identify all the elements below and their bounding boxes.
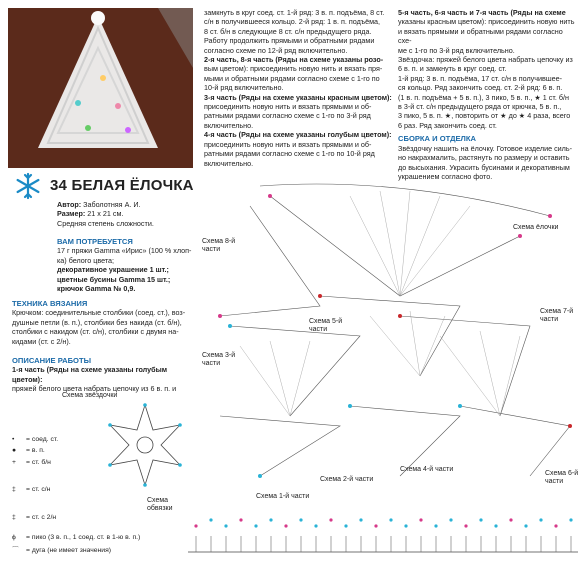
page-title [14,172,194,200]
star-scheme-label: Схема звёздочки [62,392,118,399]
double-crochet-icon: ‡ [12,486,16,493]
picot-icon: ϕ [12,534,16,541]
tree-scheme-label: Схема ёлочки [513,224,559,231]
edging-scheme [188,506,578,560]
part3-label: Схема 3-й части [202,352,236,367]
slip-stitch-icon: • [12,436,15,443]
instructions-col3: 5-я часть, 6-я часть и 7-я часть (Ряды на схеме указаны красным цветом): присоединить новую нить и вязать прямыми и обратными рядами согласно схе- ме с 1-го по 3-й ряд включительно. Звёздочка: пряжей белого цвета набрать цепочку из 6 в. п. и замкнуть в круг соед. ст. 1-й ряд: 3 в. п. подъёма, 17 ст. с/н в получившее- ся кольцо. Ряд закончить соед. ст. 2-й ряд: 6 в. п. (1 в. п. подъёма + 5 в. п.), 3 пико, 5 в. п., ★ 1 ст. б/н в 3-й ст. с/н предыдущего ряда от крючка, 5 в. п., 3 пико, 5 в. п. ★, повторить от ★ до ★ 4 раза, всего 6 раз. Ряд закончить соед. ст. СБОРКА И ОТДЕЛКА Звёздочку нашить на ёлочку. Готовое изделие силь- но накрахмалить, растянуть по размеру и оставить до высыхания. Украсить бусинами и декоративным украшением согласно фото. [398,8,575,181]
part5-label: Схема 5-й части [309,318,343,333]
arc-icon: ⌒ [12,547,19,554]
legend-item: • = соед. ст. [12,436,59,443]
edge-scheme-label: Схема обвязки [147,497,173,512]
part8-label: Схема 8-й части [202,238,236,253]
instructions-col2: замкнуть в круг соед. ст. 1-й ряд: 3 в. п. подъёма, 8 ст. с/н в получившееся кольцо. 2-й ряд: 1 в. п. подъёма, 8 ст. б/н в следующие 8 ст. с/н предыдущего ряда. Работу продолжить прямыми и обратными рядами согласно схеме по 12-й ряд включительно. 2-я часть, 8-я часть (Ряды на схеме указаны розо- вым цветом): присоединить новую нить и вязать пря- мыми и обратными рядами согласно схеме с 1-го по 10-й ряд включительно. 3-я часть (Ряды на схеме указаны красным цветом): присоединить новую нить и вязать прямыми и об- ратными рядами согласно схеме с 1-го по 3-й ряд включительно. 4-я часть (Ряды на схеме указаны голубым цветом): присоединить новую нить и вязать прямыми и об- ратными рядами согласно схеме с 1-го по 10-й ряд включительно. [204,8,392,168]
legend-item: ⌒ = дуга (не имеет значения) [12,547,112,554]
legend-item: ‡ = ст. с 2/н [12,514,57,521]
treble-crochet-icon: ‡ [12,514,16,521]
part4-label: Схема 4-й части [400,466,454,473]
pattern-title: БЕЛАЯ ЁЛОЧКА [71,176,194,194]
chain-stitch-icon: ● [12,447,17,454]
pattern-number: 34 [50,176,68,194]
part7-label: Схема 7-й части [540,308,574,323]
legend-item: ‡ = ст. с/н [12,486,51,493]
legend-item: ϕ = пико (3 в. п., 1 соед. ст. в 1-ю в. п.) [12,534,141,541]
christmas-tree-photo [8,8,193,168]
star-scheme [95,395,195,495]
single-crochet-icon: + [12,459,16,466]
snowflake-icon [14,172,42,200]
technique-block: ТЕХНИКА ВЯЗАНИЯ Крючком: соединительные столбики (соед. ст.), воз- душные петли (в. п.), столбики без накида (ст. б/н), столбики с накидом (ст. с/н), столбики с двумя на- кидами (ст. с 2/н). [12,299,186,346]
part6-label: Схема 6-й части [545,470,579,485]
legend-item: + = ст. б/н [12,459,51,466]
meta-block: Автор: Заболотняя А. И. Размер: 21 x 21 см. Средняя степень сложности. [57,200,154,228]
materials-block: ВАМ ПОТРЕБУЕТСЯ 17 г пряжи Gamma «Ирис» (100 % хлоп- ка) белого цвета; декоративное украшение 1 шт.; цветные бусины Gamma 15 шт.; крючок Gamma № 0,9. [57,237,192,294]
description-block: ОПИСАНИЕ РАБОТЫ 1-я часть (Ряды на схеме указаны голубым цветом): пряжей белого цвета набрать цепочку из 6 в. п. и [12,356,177,394]
part2-label: Схема 2-й части [320,476,374,483]
part1-label: Схема 1-й части [256,493,310,500]
legend-item: ● = в. п. [12,447,45,454]
product-photo [8,8,193,168]
